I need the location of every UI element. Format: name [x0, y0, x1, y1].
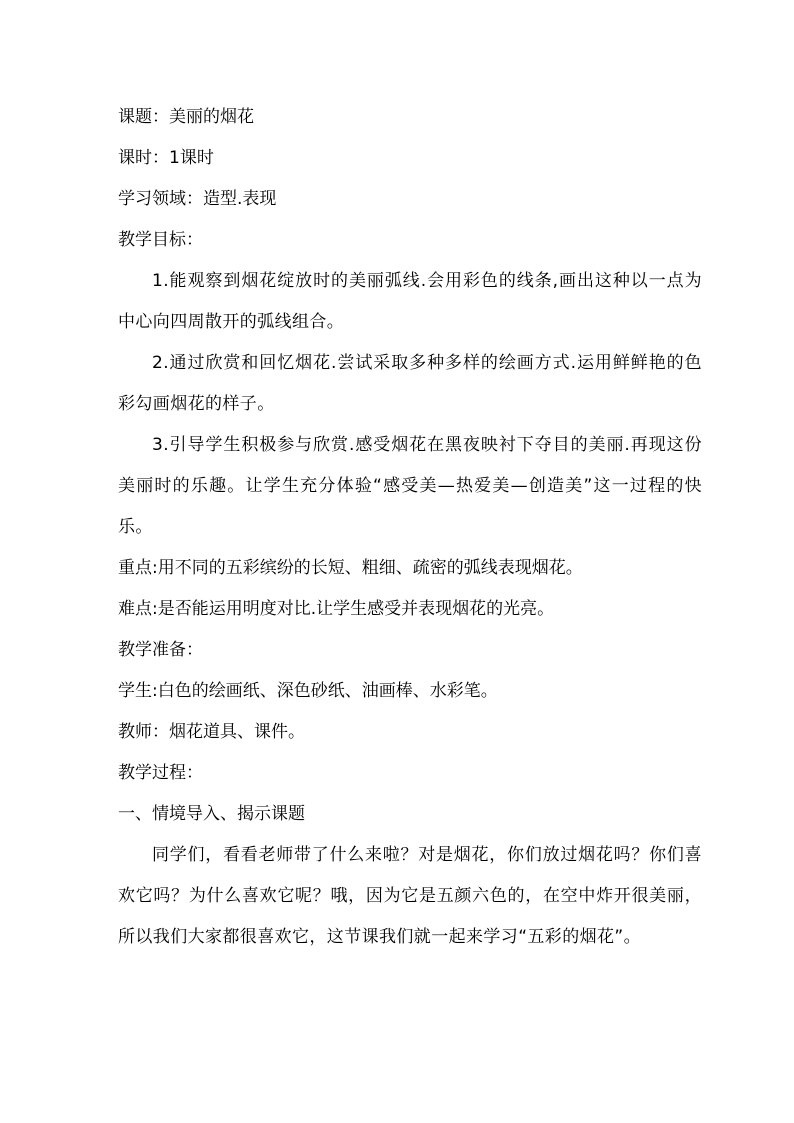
- objective-3: 3.引导学生积极参与欣赏.感受烟花在黑夜映衬下夺目的美丽.再现这份美丽时的乐趣。让学生充分体验“感受美—热爱美—创造美”这一过程的快乐。: [118, 435, 702, 537]
- learning-domain: 学习领域：造型.表现: [118, 189, 277, 209]
- objective-2: 2.通过欣赏和回忆烟花.尝试采取多种多样的绘画方式.运用鲜鲜艳的色彩勾画烟花的样子。: [118, 353, 702, 414]
- teacher-preparation: 教师：烟花道具、课件。: [118, 722, 305, 742]
- objectives-heading: 教学目标：: [118, 230, 203, 250]
- lesson-title: 课题：美丽的烟花: [118, 107, 254, 127]
- section-1-text: 同学们，看看老师带了什么来啦？对是烟花，你们放过烟花吗？你们喜欢它吗？为什么喜欢它呢？哦，因为它是五颜六色的，在空中炸开很美丽，所以我们大家都很喜欢它，这节课我们就一起来学习“五彩的烟花”。: [118, 845, 702, 947]
- preparation-heading: 教学准备：: [118, 640, 203, 660]
- difficulty-point: 难点:是否能运用明度对比.让学生感受并表现烟花的光亮。: [118, 599, 555, 619]
- process-heading: 教学过程：: [118, 763, 203, 783]
- section-1-heading: 一、情境导入、揭示课题: [118, 804, 305, 824]
- student-preparation: 学生:白色的绘画纸、深色砂纸、油画棒、水彩笔。: [118, 681, 498, 701]
- lesson-period: 课时：1课时: [118, 148, 214, 168]
- key-point: 重点:用不同的五彩缤纷的长短、粗细、疏密的弧线表现烟花。: [118, 558, 583, 578]
- document-body: [118, 104, 702, 965]
- objective-1: 1.能观察到烟花绽放时的美丽弧线.会用彩色的线条,画出这种以一点为中心向四周散开的弧线组合。: [118, 271, 702, 332]
